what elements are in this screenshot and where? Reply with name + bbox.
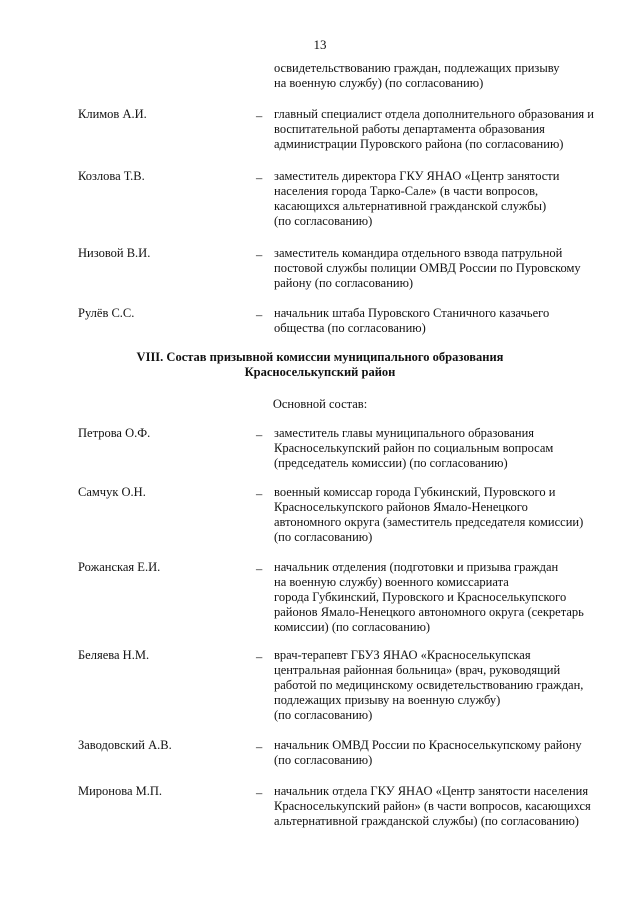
dash-separator: – — [256, 428, 263, 442]
text-line: заместитель главы муниципального образования — [274, 426, 535, 440]
dash-separator: – — [256, 248, 263, 262]
text-line: (по согласованию) — [274, 753, 373, 767]
member-name: Заводовский А.В. — [78, 738, 172, 752]
member-name: Рожанская Е.И. — [78, 560, 161, 574]
text-line: начальник отдела ГКУ ЯНАО «Центр занятости населения — [274, 784, 589, 798]
member-name: Миронова М.П. — [78, 784, 163, 798]
text-line: военный комиссар города Губкинский, Пуровского и — [274, 485, 556, 499]
text-line: центральная районная больница» (врач, руководящий — [274, 663, 561, 677]
text-line: (председатель комиссии) (по согласованию) — [274, 456, 508, 470]
text-line: начальник отделения (подготовки и призыва граждан — [274, 560, 559, 574]
text-line: города Губкинский, Пуровского и Красноселькупского — [274, 590, 567, 604]
text-line: начальник ОМВД России по Красноселькупскому району — [274, 738, 582, 752]
dash-separator: – — [256, 786, 263, 800]
member-name: Козлова Т.В. — [78, 169, 145, 183]
continuation-text — [274, 61, 594, 91]
member-description — [274, 784, 614, 829]
member-description — [274, 246, 614, 291]
dash-separator: – — [256, 650, 263, 664]
heading-line: VIII. Состав призывной комиссии муниципального образования — [136, 350, 504, 364]
member-name: Климов А.И. — [78, 107, 147, 121]
member-description — [274, 107, 614, 152]
text-line: освидетельствованию граждан, подлежащих призыву — [274, 61, 560, 75]
member-description — [274, 738, 614, 768]
dash-separator: – — [256, 109, 263, 123]
member-description — [274, 169, 614, 229]
page-number: 13 — [313, 37, 327, 52]
text-line: воспитательной работы департамента образования — [274, 122, 545, 136]
text-line: касающихся альтернативной гражданской службы) — [274, 199, 547, 213]
member-name: Низовой В.И. — [78, 246, 151, 260]
dash-separator: – — [256, 487, 263, 501]
heading-line: Красноселькупский район — [244, 365, 396, 379]
text-line: администрации Пуровского района (по согласованию) — [274, 137, 564, 151]
text-line: (по согласованию) — [274, 708, 373, 722]
dash-separator: – — [256, 308, 263, 322]
text-line: врач-терапевт ГБУЗ ЯНАО «Красноселькупская — [274, 648, 531, 662]
text-line: комиссии) (по согласованию) — [274, 620, 431, 634]
text-line: заместитель директора ГКУ ЯНАО «Центр занятости — [274, 169, 560, 183]
text-line: Красноселькупский район» (в части вопросов, касающихся — [274, 799, 591, 813]
text-line: постовой службы полиции ОМВД России по Пуровскому — [274, 261, 581, 275]
text-line: населения города Тарко-Сале» (в части вопросов, — [274, 184, 539, 198]
dash-separator: – — [256, 740, 263, 754]
member-description — [274, 426, 614, 471]
text-line: району (по согласованию) — [274, 276, 414, 290]
text-line: начальник штаба Пуровского Станичного казачьего — [274, 306, 550, 320]
member-name: Петрова О.Ф. — [78, 426, 151, 440]
text-line: на военную службу) (по согласованию) — [274, 76, 484, 90]
text-line: районов Ямало-Ненецкого автономного округа (секретарь — [274, 605, 584, 619]
text-line: работой по медицинскому освидетельствованию граждан, — [274, 678, 584, 692]
member-description — [274, 485, 614, 545]
text-line: (по согласованию) — [274, 214, 373, 228]
member-name: Беляева Н.М. — [78, 648, 150, 662]
text-line: общества (по согласованию) — [274, 321, 426, 335]
member-name: Рулёв С.С. — [78, 306, 135, 320]
subsection-heading: Основной состав: — [272, 397, 368, 411]
member-description — [274, 560, 614, 635]
text-line: заместитель командира отдельного взвода патрульной — [274, 246, 563, 260]
member-name: Самчук О.Н. — [78, 485, 146, 499]
member-description — [274, 648, 614, 723]
dash-separator: – — [256, 171, 263, 185]
text-line: Красноселькупского районов Ямало-Ненецкого — [274, 500, 528, 514]
text-line: на военную службу) военного комиссариата — [274, 575, 509, 589]
member-description — [274, 306, 614, 336]
text-line: главный специалист отдела дополнительного образования и — [274, 107, 595, 121]
text-line: автономного округа (заместитель председателя комиссии) — [274, 515, 584, 529]
text-line: подлежащих призыву на военную службу) — [274, 693, 501, 707]
section-heading — [0, 350, 640, 380]
dash-separator: – — [256, 562, 263, 576]
text-line: Красноселькупский район по социальным вопросам — [274, 441, 554, 455]
text-line: (по согласованию) — [274, 530, 373, 544]
text-line: альтернативной гражданской службы) (по согласованию) — [274, 814, 579, 828]
